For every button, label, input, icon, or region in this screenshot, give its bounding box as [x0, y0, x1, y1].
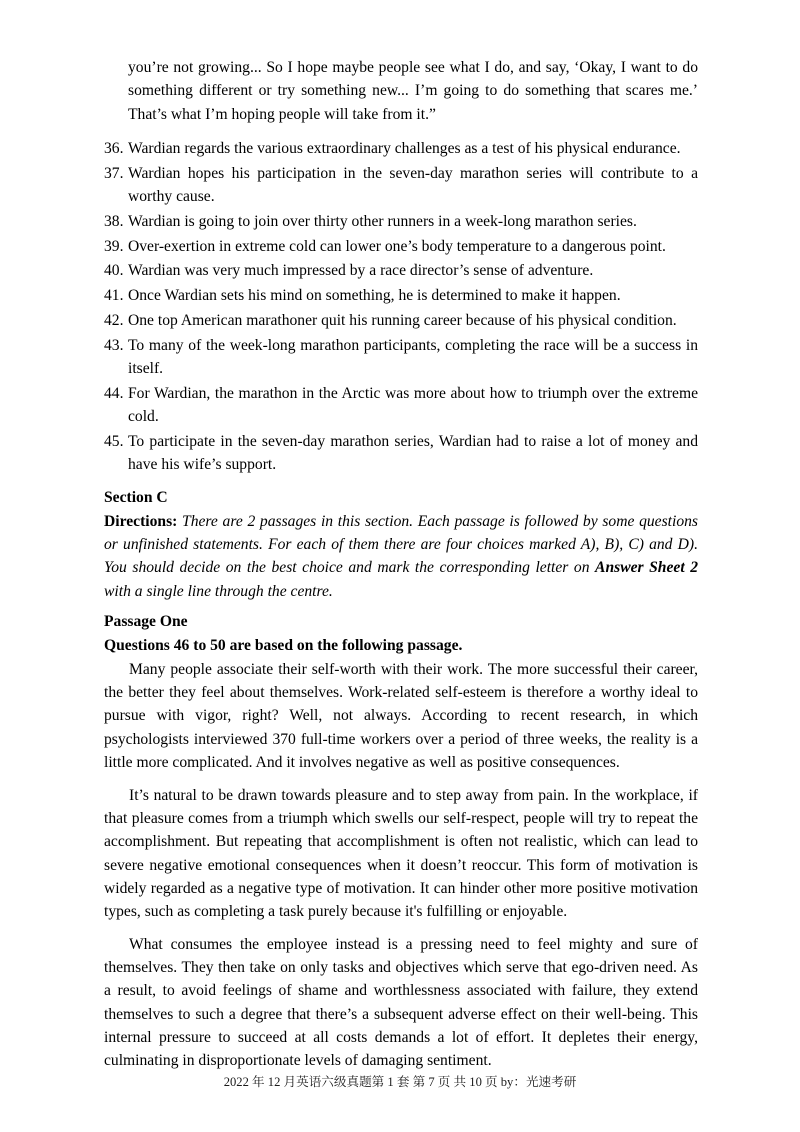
statement-item — [104, 235, 698, 258]
statement-text: One top American marathoner quit his running career because of his physical condition. — [128, 311, 677, 329]
statement-text: Over-exertion in extreme cold can lower one’s body temperature to a dangerous point. — [128, 237, 666, 255]
passage-paragraph: Many people associate their self-worth with their work. The more successful their career, the better they feel about themselves. Work-related self-esteem is therefore a worthy ideal to pursue with vigor, right? Well, not always. According to recent research, in which psychologists interviewed 370 full-time workers over a period of three weeks, the reality is a little more complicated. And it involves negative as well as positive consequences. — [104, 660, 698, 771]
matching-statements-list — [104, 137, 698, 477]
statement-item — [104, 210, 698, 233]
statement-item — [104, 334, 698, 381]
statement-number: 37. — [104, 164, 124, 182]
statement-item — [104, 382, 698, 429]
statement-number: 36. — [104, 139, 124, 157]
statement-number: 39. — [104, 237, 124, 255]
statement-number: 41. — [104, 287, 124, 305]
statement-text: Once Wardian sets his mind on something, he is determined to make it happen. — [128, 287, 621, 305]
directions-block — [104, 510, 698, 603]
statement-item — [104, 259, 698, 282]
statement-text: Wardian hopes his participation in the seven-day marathon series will contribute to a worthy cause. — [128, 164, 698, 205]
statement-item — [104, 309, 698, 332]
statement-number: 40. — [104, 262, 124, 280]
page-content — [104, 56, 698, 1082]
answer-sheet-emphasis: Answer Sheet 2 — [595, 559, 698, 577]
passage-paragraph: It’s natural to be drawn towards pleasure and to step away from pain. In the workplace, if that pleasure comes from a triumph which swells our self-respect, people will try to repeat the accomplishment. But repeating that accomplishment is often not realistic, which can lead to severe negative emotional consequences when it doesn’t reoccur. This form of motivation is widely regarded as a negative type of motivation. It can hinder other more positive motivation types, such as completing a task purely because it's fulfilling or enjoyable. — [104, 786, 698, 921]
passage-paragraph: What consumes the employee instead is a pressing need to feel mighty and sure of themselves. They then take on only tasks and objectives which serve that ego-driven need. As a result, to avoid feelings of shame and worthlessness associated with failure, they extend themselves to such a degree that there’s a subsequent adverse effect on their well-being. This internal pressure to succeed at all costs demands a lot of effort. It depletes their energy, culminating in disproportionate levels of damaging sentiment. — [104, 935, 698, 1070]
directions-text-part-1: There are 2 passages in this section. Each passage is followed by some questions or unfinished statements. For each of them there are four choices marked A), B), C) and D). You should decide on the best choice and mark the corresponding letter on — [104, 512, 698, 577]
page-footer: 2022 年 12 月英语六级真题第 1 套 第 7 页 共 10 页 by：光速考研 — [223, 1075, 577, 1089]
statement-text: To participate in the seven-day marathon series, Wardian had to raise a lot of money and have his wife’s support. — [128, 432, 698, 474]
statement-number: 38. — [104, 212, 124, 230]
questions-range-heading: Questions 46 to 50 are based on the following passage. — [104, 637, 463, 655]
statement-text: Wardian is going to join over thirty other runners in a week-long marathon series. — [128, 212, 637, 230]
statement-item — [104, 162, 698, 209]
statement-number: 45. — [104, 432, 124, 450]
statement-item — [104, 284, 698, 307]
statement-text: For Wardian, the marathon in the Arctic was more about how to triumph over the extreme cold. — [128, 384, 698, 426]
continued-quote-paragraph: you’re not growing... So I hope maybe people see what I do, and say, ‘Okay, I want to do something different or try something new... I’m going to do something that scares me.’ That’s what I’m hoping people will take from it.” — [128, 59, 698, 123]
statement-number: 43. — [104, 336, 124, 354]
statement-number: 44. — [104, 384, 124, 402]
statement-text: Wardian was very much impressed by a race director’s sense of adventure. — [128, 262, 594, 280]
directions-label: Directions: — [104, 512, 178, 530]
statement-text: Wardian regards the various extraordinary challenges as a test of his physical endurance. — [128, 139, 681, 157]
directions-text-part-2: with a single line through the centre. — [104, 582, 333, 600]
statement-number: 42. — [104, 311, 124, 329]
statement-item — [104, 137, 698, 160]
statement-item — [104, 430, 698, 477]
statement-text: To many of the week-long marathon participants, completing the race will be a success in itself. — [128, 336, 698, 378]
passage-heading: Passage One — [104, 613, 188, 631]
section-heading: Section C — [104, 488, 168, 506]
